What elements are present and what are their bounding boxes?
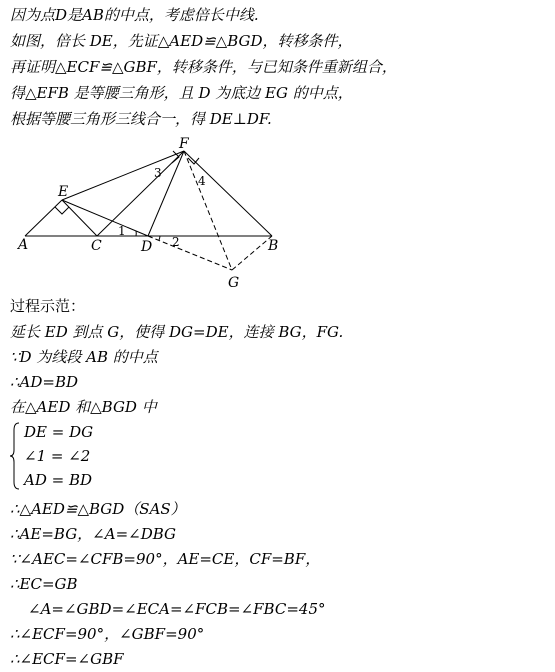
intro-line-4: 得△EFB 是等腰三角形，且 D 为底边 EG 的中点， <box>10 84 353 102</box>
segment-dg <box>148 236 232 270</box>
intro-line-3: 再证明△ECF≌△GBF，转移条件，与已知条件重新组合， <box>10 58 397 76</box>
equation-system <box>10 422 110 490</box>
intro-line-1: 因为点D是AB的中点，考虑倍长中线. <box>10 6 259 24</box>
proof-step-8: ∴EC=GB <box>10 575 78 593</box>
segment-ed <box>62 200 148 236</box>
proof-step-2: ∵D 为线段 AB 的中点 <box>10 348 158 366</box>
proof-step-9: ∠A=∠GBD=∠ECA=∠FCB=∠FBC=45° <box>28 600 326 618</box>
system-eq-1: DE = DG <box>24 423 94 441</box>
segment-ec <box>62 200 97 236</box>
angle-label-1: 1 <box>118 224 126 238</box>
point-label-b: B <box>268 238 279 254</box>
geometry-diagram <box>0 130 300 295</box>
system-eq-3: AD = BD <box>24 471 93 489</box>
segment-fb <box>184 151 272 236</box>
right-angle-f-right <box>188 158 199 164</box>
proof-step-10: ∴∠ECF=90°，∠GBF=90° <box>10 625 205 643</box>
point-label-d: D <box>141 239 153 255</box>
right-angle-e <box>55 207 69 214</box>
intro-line-5: 根据等腰三角形三线合一，得 DE⊥DF. <box>10 110 272 128</box>
angle-label-2: 2 <box>172 235 180 249</box>
proof-step-5: ∴△AED≌△BGD（SAS） <box>10 500 186 518</box>
proof-step-11: ∴∠ECF=∠GBF <box>10 650 124 668</box>
point-label-g: G <box>228 275 240 291</box>
system-eq-2: ∠1 = ∠2 <box>24 447 91 465</box>
segment-gb <box>232 236 272 270</box>
intro-line-2: 如图，倍长 DE，先证△AED≌△BGD，转移条件， <box>10 32 353 50</box>
angle-label-3: 3 <box>154 166 162 180</box>
segment-fg <box>184 151 232 270</box>
angle-arc-2 <box>159 236 160 240</box>
proof-step-3: ∴AD=BD <box>10 373 79 391</box>
proof-step-1: 延长 ED 到点 G，使得 DG=DE，连接 BG，FG. <box>10 323 344 341</box>
proof-step-7: ∵∠AEC=∠CFB=90°，AE=CE，CF=BF， <box>10 550 321 568</box>
point-label-a: A <box>18 237 29 253</box>
point-label-e: E <box>58 184 69 200</box>
brace-icon <box>10 422 20 490</box>
angle-label-4: 4 <box>198 174 206 188</box>
point-label-c: C <box>91 238 102 254</box>
proof-step-4: 在△AED 和△BGD 中 <box>10 398 157 416</box>
proof-heading: 过程示范： <box>10 297 86 315</box>
segment-cf <box>97 151 184 236</box>
proof-step-6: ∴AE=BG，∠A=∠DBG <box>10 525 177 543</box>
segment-ae <box>25 200 62 236</box>
segment-ef <box>62 151 184 200</box>
point-label-f: F <box>179 136 189 152</box>
